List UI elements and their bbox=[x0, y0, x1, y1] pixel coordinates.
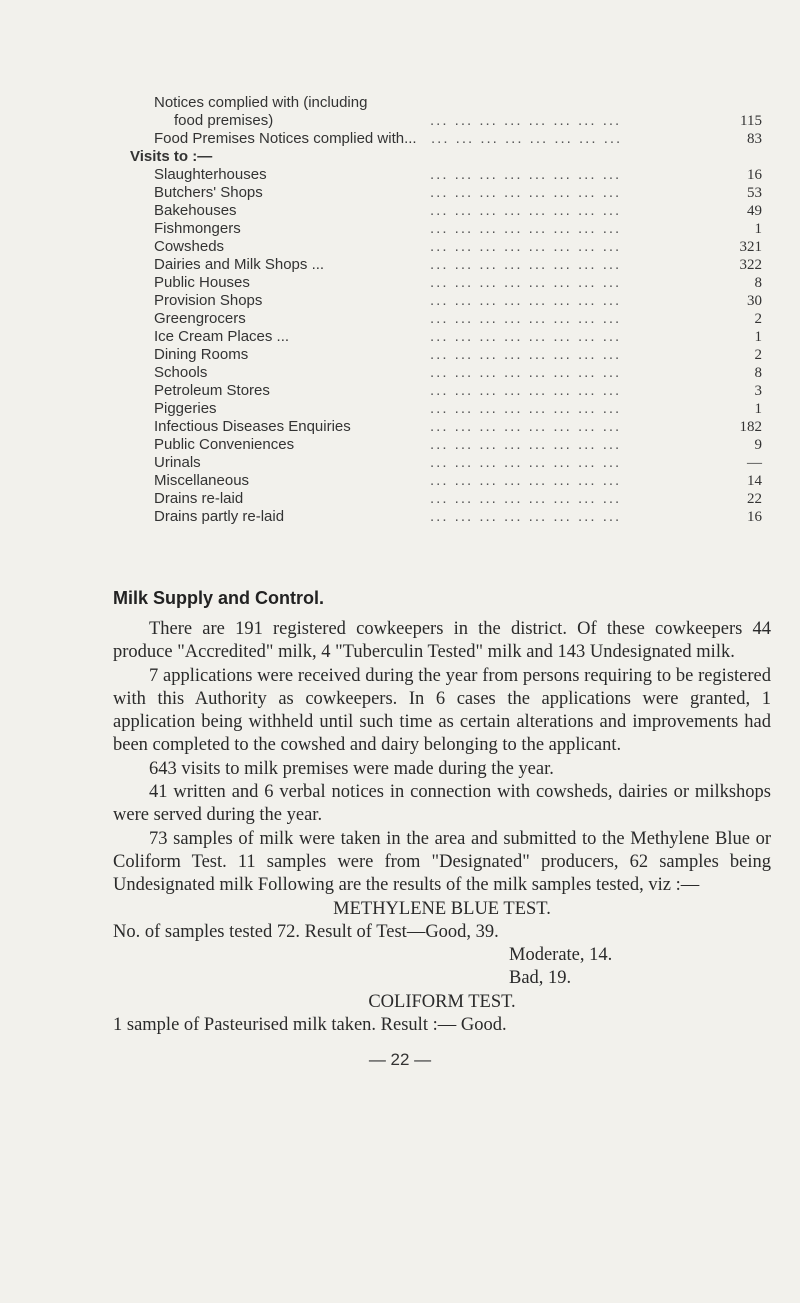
paragraph-cowkeepers: There are 191 registered cowkeepers in the district. Of these cowkeepers 44 produce "Accredited" milk, 4 "Tuberculin Tested" milk and 143 Undesignated milk. bbox=[113, 619, 771, 663]
table-row-value: 321 bbox=[739, 239, 762, 255]
methylene-blue-bad: Bad, 19. bbox=[509, 968, 572, 989]
table-row bbox=[130, 256, 770, 274]
table-row-label: Infectious Diseases Enquiries bbox=[154, 418, 351, 435]
table-row bbox=[130, 382, 770, 400]
table-row-value: 1 bbox=[754, 221, 762, 237]
table-row-value: 2 bbox=[754, 311, 762, 327]
table-row bbox=[130, 310, 770, 328]
table-row bbox=[130, 490, 770, 508]
table-row-value: 83 bbox=[747, 131, 762, 147]
table-row-value: 22 bbox=[747, 491, 762, 507]
dot-leader: ... ... ... ... ... ... ... ... bbox=[430, 238, 622, 255]
paragraph-notices: 41 written and 6 verbal notices in connection with cowsheds, dairies or milkshops were served during the year. bbox=[113, 782, 771, 826]
table-row-label: Public Houses bbox=[154, 274, 250, 291]
table-row-value: 3 bbox=[754, 383, 762, 399]
page-number: — 22 — bbox=[368, 1050, 432, 1069]
table-row bbox=[130, 292, 770, 310]
dot-leader: ... ... ... ... ... ... ... ... bbox=[430, 310, 622, 327]
table-row bbox=[130, 364, 770, 382]
table-row-value: 8 bbox=[754, 275, 762, 291]
dot-leader: ... ... ... ... ... ... ... ... bbox=[430, 472, 622, 489]
methylene-blue-moderate: Moderate, 14. bbox=[509, 945, 613, 966]
paragraph-applications: 7 applications were received during the year from persons requiring to be registered with this Authority as cowkeepers. In 6 cases the applications were granted, 1 application being withheld until such time as certain alterations and improvements had been completed to the cowshed and dairy belonging to the applicant. bbox=[113, 665, 771, 756]
table-row-label: Ice Cream Places ... bbox=[154, 328, 290, 345]
table-row bbox=[130, 130, 770, 148]
table-row-label: Dairies and Milk Shops ... bbox=[154, 256, 325, 273]
dot-leader: ... ... ... ... ... ... ... ... bbox=[430, 364, 622, 381]
table-row bbox=[130, 328, 770, 346]
table-row bbox=[130, 436, 770, 454]
table-row-value: 30 bbox=[747, 293, 762, 309]
table-row-label: Butchers' Shops bbox=[154, 184, 263, 201]
table-row-label: Slaughterhouses bbox=[154, 166, 267, 183]
table-row bbox=[130, 274, 770, 292]
milk-section-title: Milk Supply and Control. bbox=[113, 588, 324, 608]
table-row bbox=[130, 508, 770, 526]
table-row bbox=[130, 400, 770, 418]
dot-leader: ... ... ... ... ... ... ... ... bbox=[430, 490, 622, 507]
table-row-value: 1 bbox=[754, 401, 762, 417]
table-row-label: Piggeries bbox=[154, 400, 217, 417]
table-row-label: food premises) bbox=[174, 112, 274, 129]
dot-leader: ... ... ... ... ... ... ... ... bbox=[430, 346, 622, 363]
table-row-value: 322 bbox=[739, 257, 762, 273]
dot-leader: ... ... ... ... ... ... ... ... bbox=[430, 220, 622, 237]
table-row-label: Public Conveniences bbox=[154, 436, 295, 453]
table-row bbox=[130, 454, 770, 472]
table-row-value: 49 bbox=[747, 203, 762, 219]
table-row-label: Greengrocers bbox=[154, 310, 246, 327]
table-row bbox=[130, 94, 770, 112]
table-row-value: 53 bbox=[747, 185, 762, 201]
paragraph-samples: 73 samples of milk were taken in the area and submitted to the Methylene Blue or Coliform Test. 11 samples were from "Designated" producers, 62 samples being Undesignated milk Following are the results of the milk samples tested, viz :— bbox=[113, 828, 771, 896]
table-row-value: 8 bbox=[754, 365, 762, 381]
dot-leader: ... ... ... ... ... ... ... ... bbox=[430, 382, 622, 399]
table-row bbox=[130, 184, 770, 202]
table-row-label: Drains re-laid bbox=[154, 490, 244, 507]
table-row-label: Petroleum Stores bbox=[154, 382, 270, 399]
dot-leader: ... ... ... ... ... ... ... ... bbox=[430, 184, 622, 201]
dot-leader: ... ... ... ... ... ... ... ... bbox=[430, 256, 622, 273]
table-row-value: 9 bbox=[754, 437, 762, 453]
dot-leader: ... ... ... ... ... ... ... ... bbox=[430, 508, 622, 525]
dot-leader: ... ... ... ... ... ... ... ... bbox=[430, 418, 622, 435]
table-row-label: Drains partly re-laid bbox=[154, 508, 285, 525]
milk-section-body bbox=[113, 618, 771, 1037]
dot-leader: ... ... ... ... ... ... ... ... bbox=[430, 202, 622, 219]
dot-leader: ... ... ... ... ... ... ... ... bbox=[430, 454, 622, 471]
table-row-label: Dining Rooms bbox=[154, 346, 249, 363]
table-row-value: — bbox=[747, 455, 762, 471]
dot-leader: ... ... ... ... ... ... ... ... bbox=[430, 436, 622, 453]
table-row bbox=[130, 418, 770, 436]
coliform-heading: COLIFORM TEST. bbox=[368, 991, 516, 1012]
table-row-label: Fishmongers bbox=[154, 220, 241, 237]
table-row-label: Miscellaneous bbox=[154, 472, 250, 489]
table-row-value: 16 bbox=[747, 509, 762, 525]
table-row bbox=[130, 220, 770, 238]
dot-leader: ... ... ... ... ... ... ... ... bbox=[430, 328, 622, 345]
table-row bbox=[130, 112, 770, 130]
table-row-label: Visits to :— bbox=[130, 148, 213, 165]
dot-leader: ... ... ... ... ... ... ... ... bbox=[430, 166, 622, 183]
coliform-result: 1 sample of Pasteurised milk taken. Result :— Good. bbox=[113, 1015, 507, 1036]
table-row-label: Bakehouses bbox=[154, 202, 237, 219]
table-row-value: 16 bbox=[747, 167, 762, 183]
inspections-table bbox=[130, 94, 770, 526]
table-row bbox=[130, 472, 770, 490]
dot-leader: ... ... ... ... ... ... ... ... bbox=[430, 112, 622, 129]
methylene-blue-heading: METHYLENE BLUE TEST. bbox=[333, 898, 551, 919]
table-row-label: Cowsheds bbox=[154, 238, 225, 255]
dot-leader: ... ... ... ... ... ... ... ... bbox=[431, 130, 623, 147]
table-row-label: Urinals bbox=[154, 454, 201, 471]
methylene-blue-result: No. of samples tested 72. Result of Test—Good, 39. bbox=[113, 921, 499, 942]
table-row-label: Schools bbox=[154, 364, 208, 381]
table-row-value: 115 bbox=[740, 113, 762, 129]
table-row-label: Provision Shops bbox=[154, 292, 263, 309]
table-row bbox=[130, 346, 770, 364]
table-row-label: Notices complied with (including bbox=[154, 94, 368, 111]
table-row-value: 182 bbox=[739, 419, 762, 435]
table-row bbox=[130, 166, 770, 184]
paragraph-visits: 643 visits to milk premises were made during the year. bbox=[149, 758, 554, 779]
table-row-value: 2 bbox=[754, 347, 762, 363]
table-row bbox=[130, 238, 770, 256]
table-row bbox=[130, 202, 770, 220]
table-row-value: 1 bbox=[754, 329, 762, 345]
dot-leader: ... ... ... ... ... ... ... ... bbox=[430, 274, 622, 291]
table-row-value: 14 bbox=[747, 473, 762, 489]
table-section-heading bbox=[130, 148, 770, 166]
table-row-label: Food Premises Notices complied with... bbox=[154, 130, 417, 147]
dot-leader: ... ... ... ... ... ... ... ... bbox=[430, 400, 622, 417]
dot-leader: ... ... ... ... ... ... ... ... bbox=[430, 292, 622, 309]
